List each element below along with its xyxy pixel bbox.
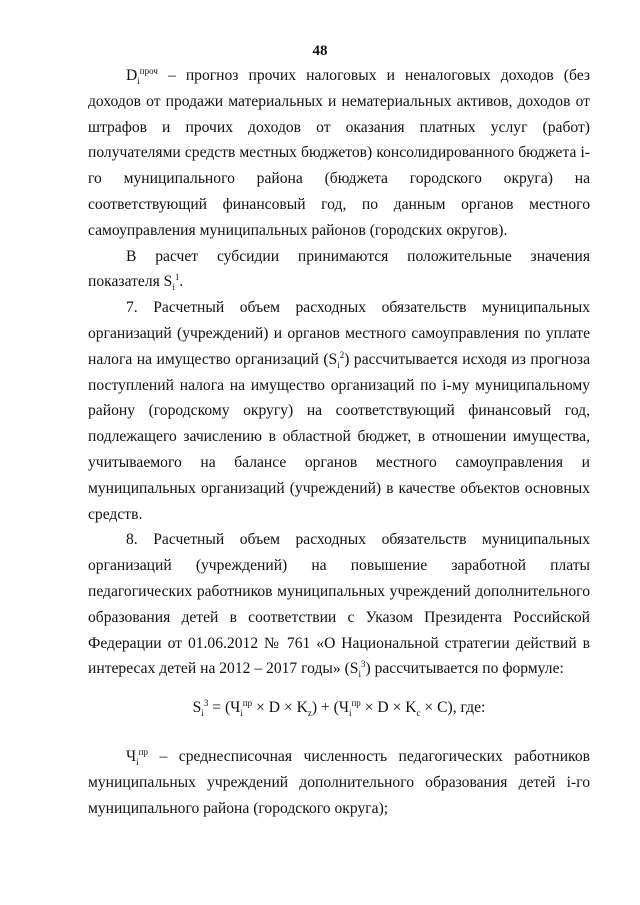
page-number: 48 (312, 43, 328, 59)
s3-superscript: 3 (360, 659, 366, 670)
symbol-ch-superscript: пр (138, 746, 148, 757)
formula-end: × C), где: (420, 699, 486, 717)
formula-s-sup: 3 (203, 697, 209, 708)
formula-eq: = (Ч (208, 699, 241, 717)
symbol-ch-subscript: i (136, 757, 139, 768)
definition-teacher-count (88, 744, 590, 821)
symbol-d-subscript: i (137, 76, 140, 87)
s1-subscript: i (172, 282, 175, 293)
paragraph-7 (88, 295, 590, 527)
paragraph-8 (88, 527, 590, 682)
paragraph-7-text-before: 7. Расчетный объем расходных обязательств муниципальных организаций (учреждений) и органов местного самоуправления по уплате налога на имущество организаций (S (88, 299, 590, 368)
paragraph-positive-values (88, 244, 590, 296)
definition-other-revenue-text: – прогноз прочих налоговых и неналоговых доходов (без доходов от продажи материальных и нематериальных активов, доходов от штрафов и прочих доходов от оказания платных услуг (работ) получателями средств местных бюджетов) консолидированного бюджета i-го муниципального района (бюджета городского округа) на соответствующий финансовый год, по данным органов местного самоуправления муниципальных районов (городских округов). (88, 67, 590, 239)
formula-ch2-sub: i (348, 708, 352, 719)
definition-teacher-count-text: – среднесписочная численность педагогических работников муниципальных учреждений дополнительного образования детей i-го муниципального района (городского округа); (88, 747, 590, 817)
s2-subscript: i (337, 359, 340, 370)
symbol-d: D (126, 67, 138, 84)
formula-mid3: × D × K (360, 699, 417, 717)
document-body (88, 63, 590, 821)
formula-ch1-sup: пр (242, 697, 253, 708)
paragraph-positive-values-text: В расчет субсидии принимаются положительные значения показателя S (88, 247, 590, 291)
formula-mid1: × D × K (252, 699, 308, 717)
paragraph-positive-values-tail: . (179, 273, 184, 291)
formula-s: S (192, 699, 202, 717)
symbol-ch: Ч (126, 747, 137, 765)
symbol-d-superscript: проч (139, 65, 158, 76)
paragraph-7-text-after: ) рассчитывается исходя из прогноза поступлений налога на имущество организаций по i-му муниципальному району (городскому округу) на соответствующий финансовый год, подлежащего зачислению в областной бюджет, в отношении имущества, учитываемого на балансе органов местного самоуправления и муниципальных организаций (учреждений) в качестве объектов основных средств. (88, 350, 590, 523)
paragraph-8-text-after: ) рассчитывается по формуле: (365, 660, 564, 678)
s1-superscript: 1 (174, 272, 180, 283)
formula-s-sub: i (201, 708, 204, 719)
formula-ch1-sub: i (240, 708, 243, 719)
s3-subscript: i (358, 669, 361, 680)
s2-superscript: 2 (339, 349, 345, 360)
formula-mid2: ) + (Ч (311, 699, 349, 717)
definition-other-revenue (88, 63, 590, 244)
formula-s3 (88, 695, 590, 721)
paragraph-8-text-before: 8. Расчетный объем расходных обязательств муниципальных организаций (учреждений) на повышение заработной платы педагогических работников муниципальных учреждений дополнительного образования детей в соответствии с Указом Президента Российской Федерации от 01.06.2012 № 761 «О Национальной стратегии действий в интересах детей на 2012 – 2017 годы» (S (88, 531, 590, 678)
formula-k1-sub: z (307, 708, 312, 719)
formula-k2-sub: c (416, 708, 421, 719)
formula-ch2-sup: пр (351, 697, 361, 708)
